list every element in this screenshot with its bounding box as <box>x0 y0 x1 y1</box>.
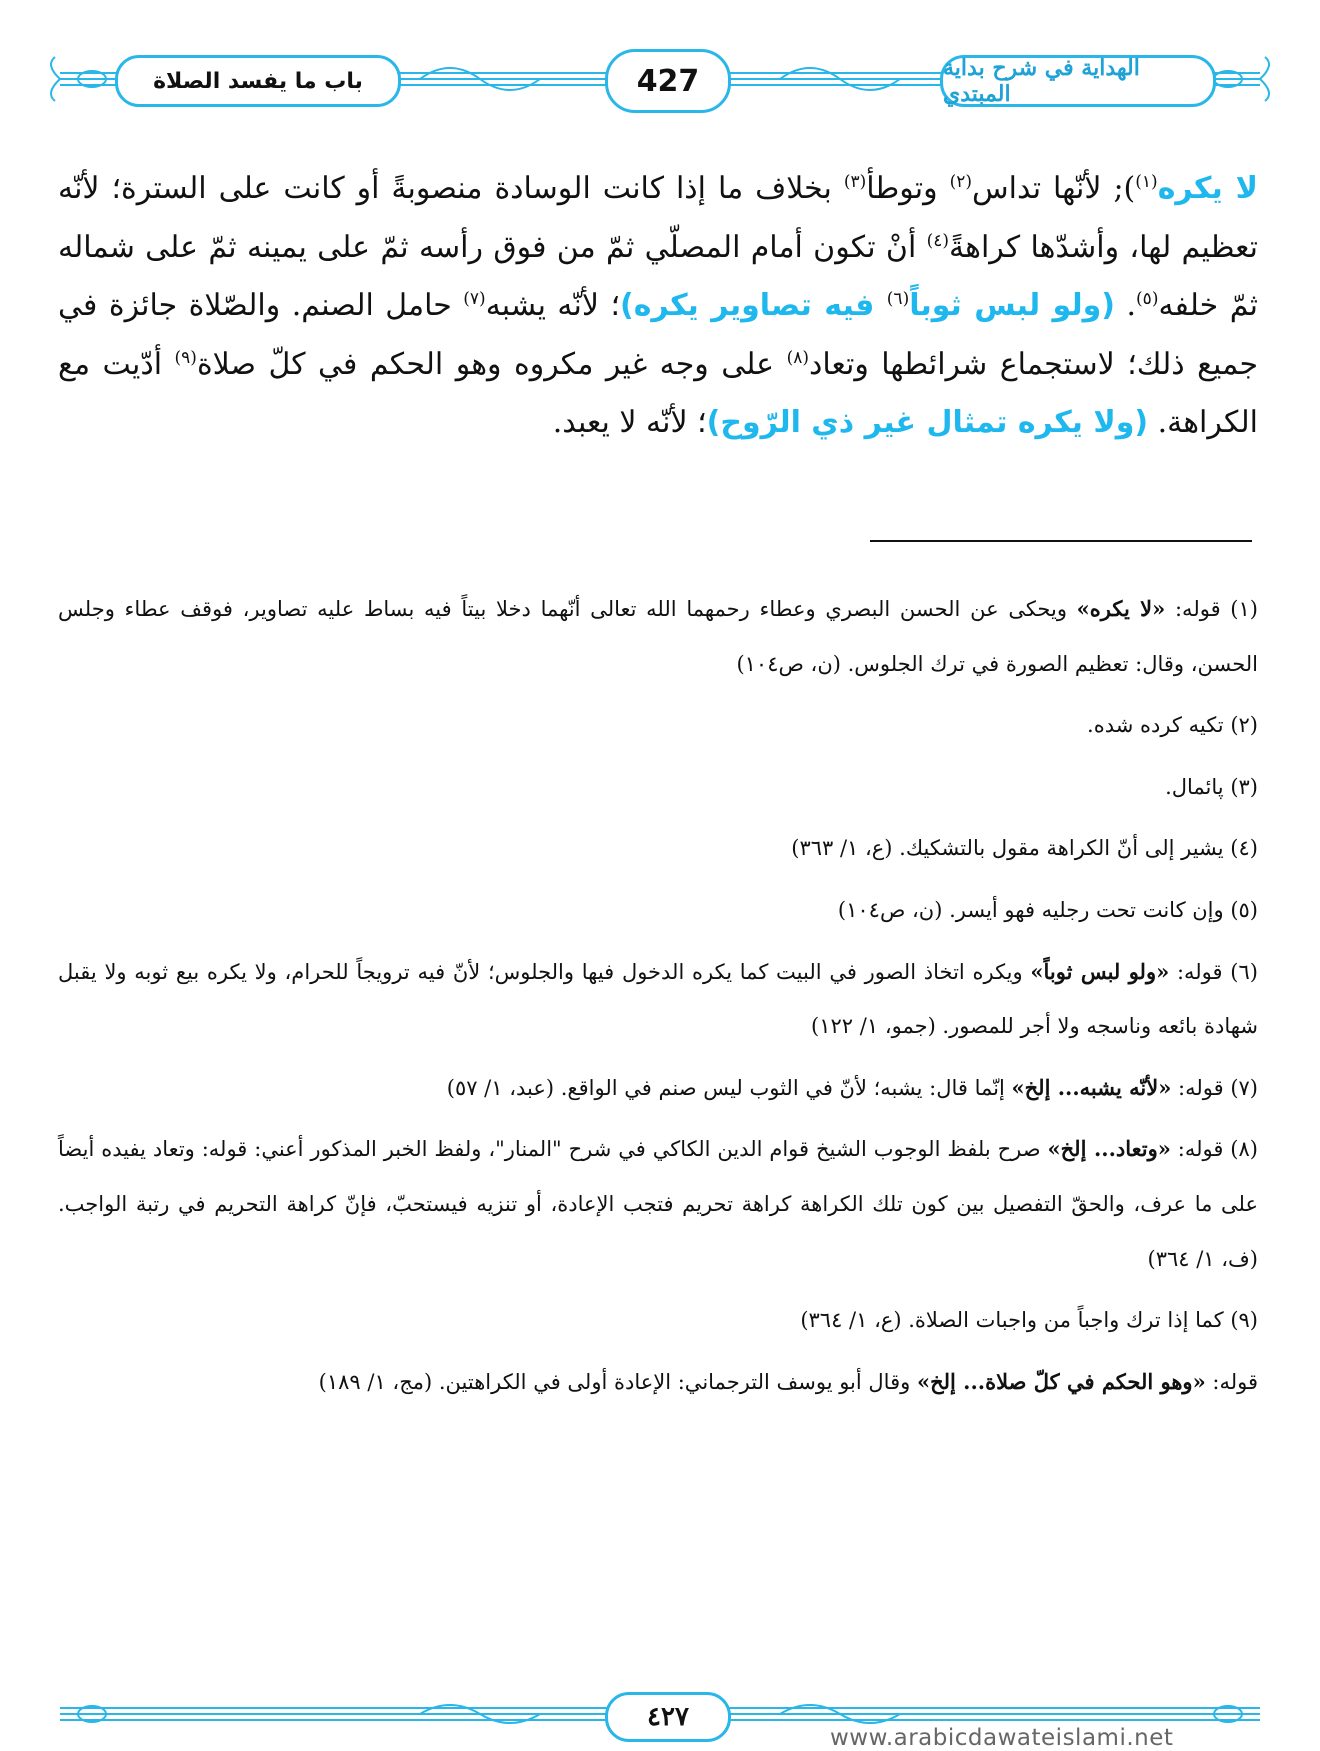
footnote-marker: (٥) <box>1136 289 1159 310</box>
book-title: الهداية في شرح بداية المبتدي <box>940 55 1216 107</box>
text-segment: أنْ تكون أمام المصلّي ثمّ من فوق رأسه ثمّ على يمينه ثمّ على شماله ثمّ خلفه <box>58 229 1259 324</box>
footer-page-number: ٤٢٧ <box>605 1692 731 1742</box>
text-segment: «وهو الحكم في كلّ صلاة... إلخ» <box>916 1368 1206 1394</box>
text-segment: (٦) قوله: <box>1169 959 1258 984</box>
text-segment: إنّما قال: يشبه؛ لأنّ في الثوب ليس صنم في الواقع. (عبد، ١/ ٥٧) <box>446 1075 1012 1100</box>
text-segment: «وتعاد... إلخ» <box>1047 1136 1171 1162</box>
footnote-marker: (٧) <box>463 289 486 310</box>
chapter-title: باب ما يفسد الصلاة <box>115 55 401 107</box>
matn-text: (ولا يكره تمثال غير ذي الرّوح) <box>706 405 1149 441</box>
text-segment: (٣) پائمال. <box>1165 774 1258 799</box>
text-segment: ؛ لأنّه يشبه <box>485 288 621 324</box>
text-segment: (١) قوله: <box>1165 597 1258 621</box>
matn-text: لا يكره <box>1157 171 1258 206</box>
footnote <box>58 945 1258 1054</box>
footnote-marker: (٨) <box>786 347 809 368</box>
text-segment: وتوطأ <box>866 171 950 206</box>
footnote-marker: (٢) <box>949 172 973 192</box>
text-segment: (٢) تكيه كرده شده. <box>1087 713 1258 738</box>
text-segment: ); لأنّها تداس <box>972 171 1136 206</box>
footnote-separator <box>870 540 1252 542</box>
website-url[interactable]: www.arabicdawateislami.net <box>830 1725 1174 1751</box>
text-segment: على وجه غير مكروه وهو الحكم في كلّ صلاة <box>196 346 787 382</box>
footnote <box>58 883 1258 938</box>
text-segment: (٧) قوله: <box>1171 1075 1258 1100</box>
main-text <box>58 160 1258 453</box>
text-segment: . <box>1114 288 1137 324</box>
footnote <box>58 1061 1258 1116</box>
text-segment: ويكره اتخاذ الصور في البيت كما يكره الدخول فيها والجلوس؛ لأنّ فيه ترويجاً للحرام، ولا يكره بيع ثوبه ولا يقبل شهادة بائعه وناسجه ولا أجر للمصور. (جمو، ١/ ١٢٢) <box>58 959 1258 1039</box>
text-segment: بخلاف ما إذا كانت الوسادة منصوبةً أو كانت على السترة؛ لأنّه تعظيم لها، وأشدّها كراهةً <box>58 171 1258 265</box>
text-segment: (٥) وإن كانت تحت رجليه فهو أيسر. (ن، ص١٠٤) <box>837 897 1258 922</box>
footnote-marker: (٣) <box>843 172 867 192</box>
footnote-marker: (٦) <box>886 289 910 310</box>
text-segment: (٤) يشير إلى أنّ الكراهة مقول بالتشكيك. (ع، ١/ ٣٦٣) <box>791 836 1258 861</box>
text-segment: (٨) قوله: <box>1170 1137 1258 1162</box>
matn-text: (ولو لبس ثوباً <box>909 288 1115 324</box>
footnote <box>58 760 1258 815</box>
footnote <box>58 698 1258 753</box>
footnote-marker: (٩) <box>174 347 197 368</box>
text-segment: أدّيت مع الكراهة. <box>58 346 1258 441</box>
page-number: 427 <box>605 49 731 113</box>
footnote <box>58 821 1258 876</box>
text-segment: ؛ لأنّه لا يعبد. <box>552 405 707 441</box>
footnote <box>58 582 1258 691</box>
footnotes <box>58 582 1258 1416</box>
text-segment: وقال أبو يوسف الترجماني: الإعادة أولى في الكراهتين. (مج، ١/ ١٨٩) <box>318 1369 917 1394</box>
footnote <box>58 1293 1258 1348</box>
footnote <box>58 1355 1258 1410</box>
footnote-marker: (٤) <box>926 230 950 251</box>
text-segment: «ولو لبس ثوباً» <box>1030 958 1170 984</box>
footnote <box>58 1122 1258 1286</box>
page-header <box>40 45 1280 115</box>
text-segment: «لأنّه يشبه... إلخ» <box>1011 1074 1172 1100</box>
text-segment: حامل الصنم. والصّلاة جائزة في جميع ذلك؛ لاستجماع شرائطها وتعاد <box>58 288 1258 382</box>
text-segment: صرح بلفظ الوجوب الشيخ قوام الدين الكاكي في شرح "المنار"، ولفظ الخبر المذكور أعني: قوله: وتعاد يفيده أيضاً على ما عرف، والحقّ التفصيل بين كون تلك الكراهة كراهة تحريم فتجب الإعادة، أو تنزيه فيستحبّ، فإنّ كراهة التحريم في رتبة الواجب. (ف، ١/ ٣٦٤) <box>58 1137 1258 1271</box>
matn-text: فيه تصاوير يكره) <box>620 288 887 324</box>
text-segment: ويحكى عن الحسن البصري وعطاء رحمهما الله تعالى أنّهما دخلا بيتاً فيه بساط عليه تصاوير، فوقف عطاء وجلس الحسن، وقال: تعظيم الصورة في ترك الجلوس. (ن، ص١٠٤) <box>58 597 1258 676</box>
text-segment: قوله: <box>1205 1369 1258 1394</box>
footnote-marker: (١) <box>1135 172 1158 192</box>
text-segment: «لا يكره» <box>1076 596 1166 621</box>
text-segment: (٩) كما إذا ترك واجباً من واجبات الصلاة. (ع، ١/ ٣٦٤) <box>800 1308 1258 1333</box>
